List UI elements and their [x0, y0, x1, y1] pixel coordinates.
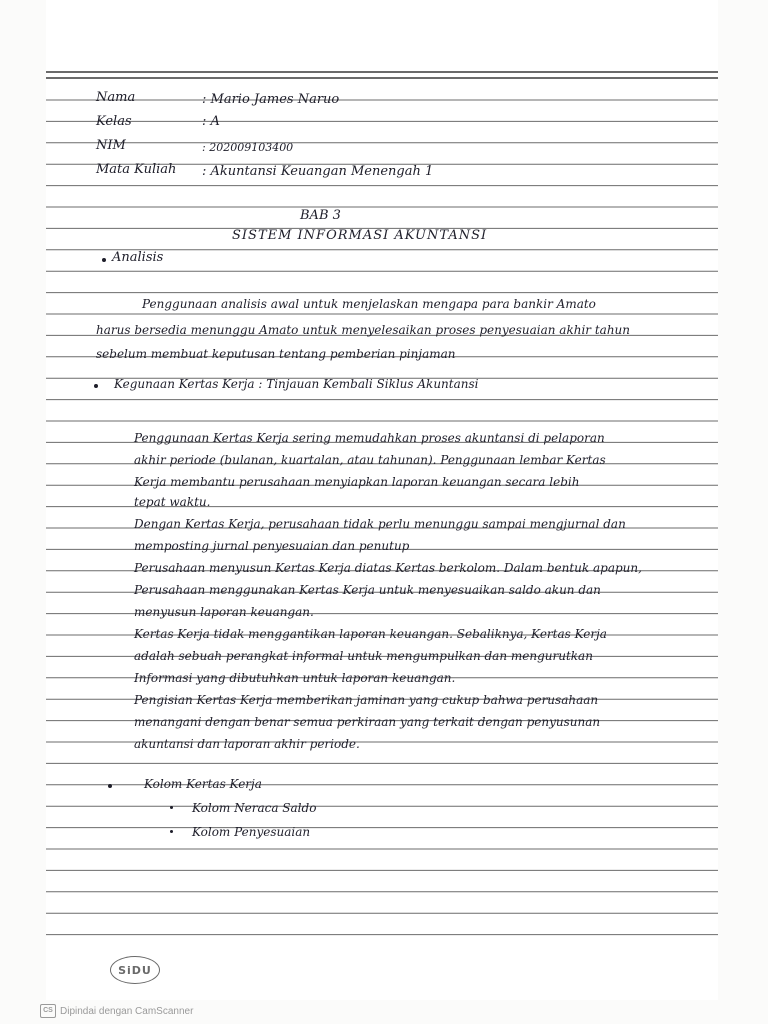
camscanner-icon: CS: [40, 1004, 56, 1018]
logo-text: SiDU: [118, 963, 152, 977]
nama-value: : Mario James Naruo: [202, 92, 340, 107]
nim-value: : 202009103400: [202, 141, 294, 154]
kegunaan-line: tepat waktu.: [134, 495, 211, 509]
kegunaan-line: Perusahaan menggunakan Kertas Kerja untuk menyesuaikan saldo akun dan: [134, 583, 601, 597]
analisis-heading: Analisis: [112, 250, 164, 265]
analisis-line: Penggunaan analisis awal untuk menjelaskan mengapa para bankir Amato: [142, 297, 596, 311]
bullet-icon: [94, 384, 98, 388]
scanner-watermark-text: Dipindai dengan CamScanner: [60, 1005, 194, 1017]
bullet-icon: [170, 806, 173, 809]
analisis-line: harus bersedia menunggu Amato untuk menyelesaikan proses penyesuaian akhir tahun: [96, 323, 631, 337]
kegunaan-line: Kertas Kerja tidak menggantikan laporan keuangan. Sebaliknya, Kertas Kerja: [134, 627, 607, 641]
kegunaan-line: Dengan Kertas Kerja, perusahaan tidak perlu menunggu sampai mengjurnal dan: [134, 517, 626, 531]
kelas-value: : A: [202, 114, 220, 129]
kolom-heading: Kolom Kertas Kerja: [144, 777, 262, 791]
kegunaan-line: Perusahaan menyusun Kertas Kerja diatas Kertas berkolom. Dalam bentuk apapun,: [134, 561, 642, 575]
kegunaan-line: Penggunaan Kertas Kerja sering memudahkan proses akuntansi di pelaporan: [134, 431, 605, 445]
kegunaan-heading: Kegunaan Kertas Kerja : Tinjauan Kembali Siklus Akuntansi: [114, 377, 479, 391]
bullet-icon: [170, 830, 173, 833]
kegunaan-line: akuntansi dan laporan akhir periode.: [134, 737, 360, 751]
bullet-icon: [102, 258, 106, 262]
chapter-title: SISTEM INFORMASI AKUNTANSI: [232, 228, 488, 243]
bullet-icon: [108, 784, 112, 788]
kegunaan-line: menangani dengan benar semua perkiraan yang terkait dengan penyusunan: [134, 715, 601, 729]
matakuliah-label: Mata Kuliah: [96, 162, 177, 177]
kolom-item: Kolom Penyesuaian: [192, 825, 311, 839]
kegunaan-line: menyusun laporan keuangan.: [134, 605, 314, 619]
analisis-line: sebelum membuat keputusan tentang pemberian pinjaman: [96, 347, 456, 361]
scanner-footer: [40, 1004, 193, 1018]
kelas-label: Kelas: [96, 114, 132, 129]
kegunaan-line: Pengisian Kertas Kerja memberikan jaminan yang cukup bahwa perusahaan: [134, 693, 599, 707]
kolom-item: Kolom Neraca Saldo: [192, 801, 317, 815]
kegunaan-line: akhir periode (bulanan, kuartalan, atau tahunan). Penggunaan lembar Kertas: [134, 453, 606, 467]
nim-label: NIM: [96, 138, 126, 153]
matakuliah-value: : Akuntansi Keuangan Menengah 1: [202, 164, 434, 179]
kegunaan-line: Informasi yang dibutuhkan untuk laporan keuangan.: [134, 671, 456, 685]
notebook-brand-logo: [110, 956, 160, 984]
chapter-number: BAB 3: [300, 208, 341, 223]
kegunaan-line: adalah sebuah perangkat informal untuk mengumpulkan dan mengurutkan: [134, 649, 593, 663]
kegunaan-line: memposting jurnal penyesuaian dan penutup: [134, 539, 410, 553]
kegunaan-line: Kerja membantu perusahaan menyiapkan laporan keuangan secara lebih: [134, 475, 580, 489]
nama-label: Nama: [96, 90, 136, 105]
